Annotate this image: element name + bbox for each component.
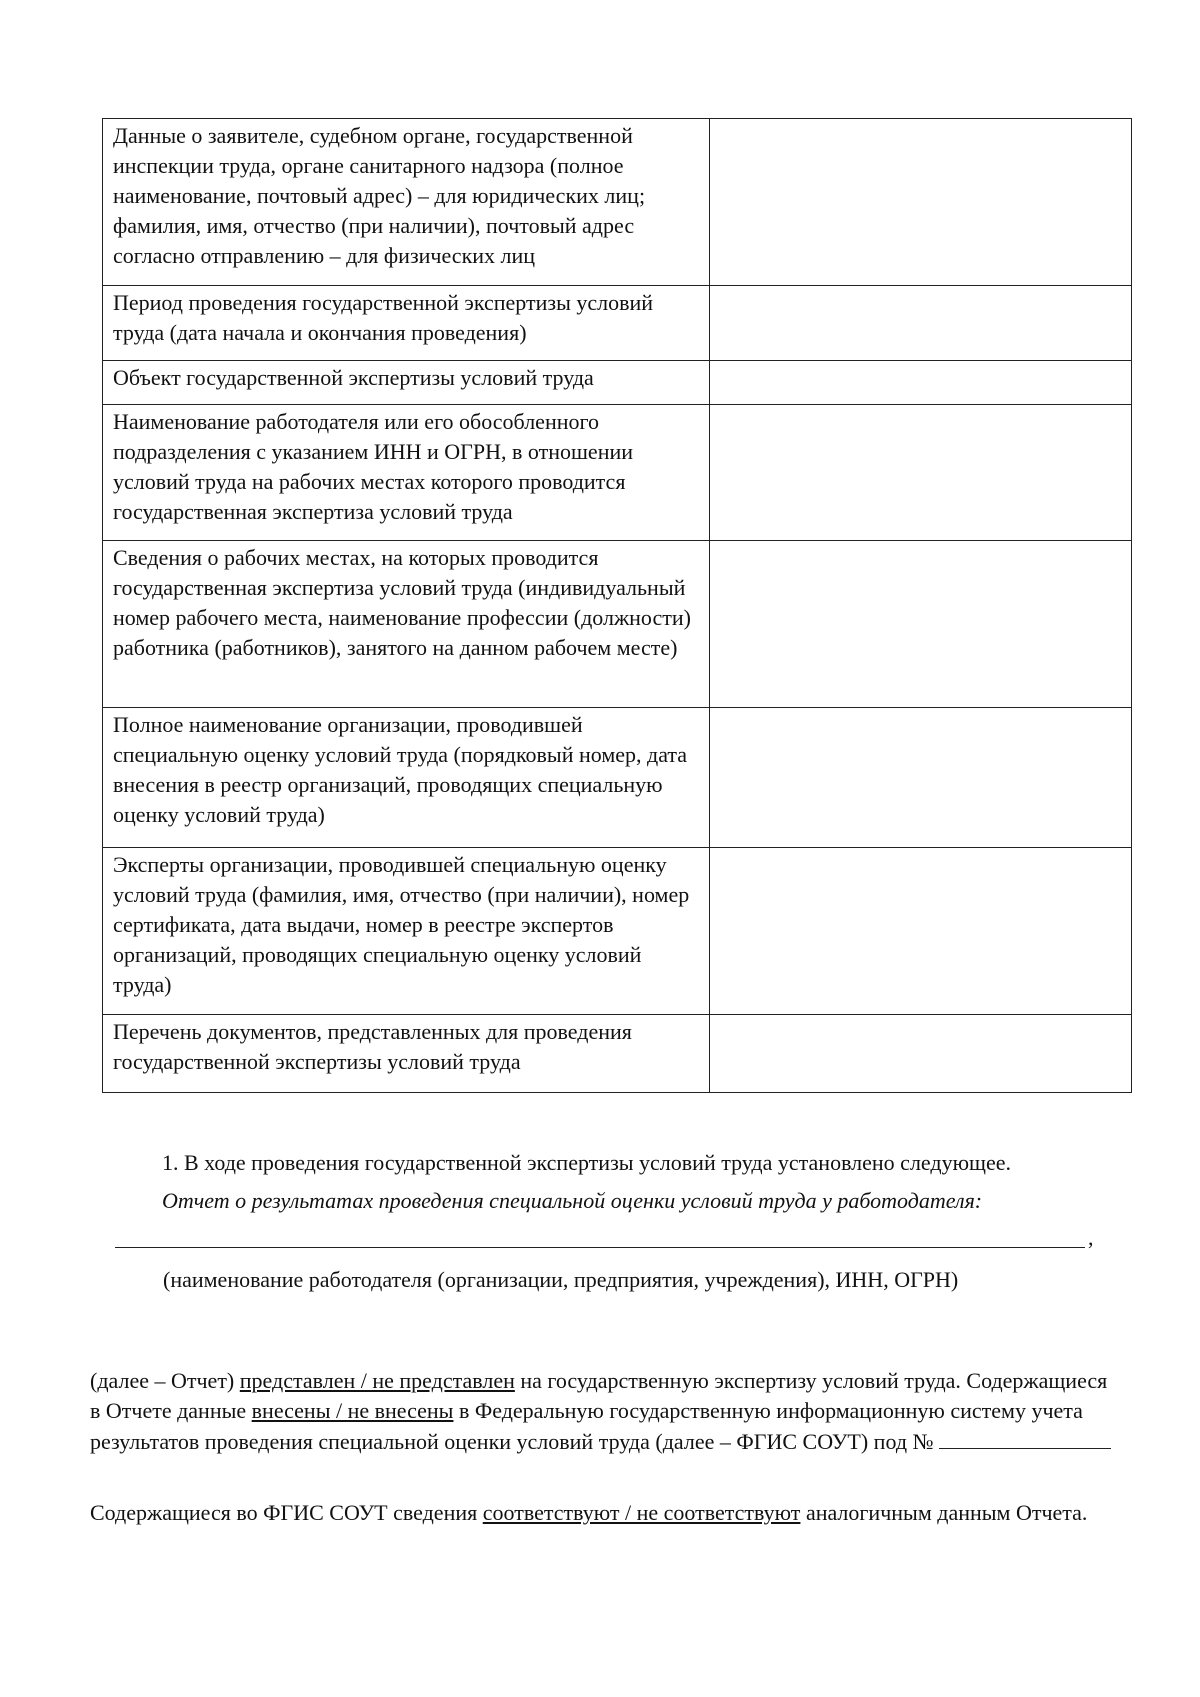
submitted-option[interactable]: представлен / не представлен	[239, 1368, 515, 1393]
fgis-compliance-paragraph	[90, 1498, 1140, 1528]
row-label: Сведения о рабочих местах, на которых проводится государственная экспертиза условий труда (индивидуальный номер рабочего места, наименование профессии (должности) работника (работников), занятого на данном рабочем месте)	[103, 541, 710, 708]
employer-name-blank[interactable]	[115, 1247, 1085, 1248]
expertise-data-table	[102, 118, 1132, 1093]
report-heading: Отчет о результатах проведения специальной оценки условий труда у работодателя:	[162, 1188, 983, 1213]
row-value-field[interactable]	[710, 286, 1132, 361]
row-label: Полное наименование организации, проводившей специальную оценку условий труда (порядковый номер, дата внесения в реестр организаций, проводящих специальную оценку условий труда)	[103, 708, 710, 848]
row-label: Объект государственной экспертизы условий труда	[103, 361, 710, 405]
text-span: аналогичным данным Отчета.	[800, 1500, 1088, 1525]
row-value-field[interactable]	[710, 541, 1132, 708]
section-1-text: 1. В ходе проведения государственной экспертизы условий труда установлено следующее.	[162, 1150, 1011, 1175]
row-label: Наименование работодателя или его обособленного подразделения с указанием ИНН и ОГРН, в отношении условий труда на рабочих местах которого проводится государственная экспертиза условий труда	[103, 405, 710, 541]
table-row	[103, 541, 1132, 708]
table-row	[103, 405, 1132, 541]
compliance-option[interactable]: соответствуют / не соответствуют	[482, 1500, 801, 1525]
registry-number-blank[interactable]	[939, 1426, 1111, 1449]
row-label: Период проведения государственной экспертизы условий труда (дата начала и окончания проведения)	[103, 286, 710, 361]
text-span: на государственную экспертизу условий труда. Содержащиеся в Отчете данные	[90, 1368, 1108, 1423]
table-row	[103, 361, 1132, 405]
table-row	[103, 119, 1132, 286]
line-comma: ,	[1088, 1225, 1094, 1250]
table-row	[103, 286, 1132, 361]
row-value-field[interactable]	[710, 848, 1132, 1015]
row-label: Данные о заявителе, судебном органе, государственной инспекции труда, органе санитарного надзора (полное наименование, почтовый адрес) – для юридических лиц; фамилия, имя, отчество (при наличии), почтовый адрес согласно отправлению – для физических лиц	[103, 119, 710, 286]
table-row	[103, 848, 1132, 1015]
row-value-field[interactable]	[710, 1015, 1132, 1093]
text-span: Содержащиеся во ФГИС СОУТ сведения	[90, 1500, 483, 1525]
text-span: (далее – Отчет)	[90, 1368, 240, 1393]
row-label: Эксперты организации, проводившей специальную оценку условий труда (фамилия, имя, отчество (при наличии), номер сертификата, дата выдачи, номер в реестре экспертов организаций, проводящих специальную оценку условий труда)	[103, 848, 710, 1015]
entered-option[interactable]: внесены / не внесены	[251, 1398, 454, 1423]
row-value-field[interactable]	[710, 119, 1132, 286]
row-label: Перечень документов, представленных для проведения государственной экспертизы условий труда	[103, 1015, 710, 1093]
row-value-field[interactable]	[710, 708, 1132, 848]
table-row	[103, 1015, 1132, 1093]
employer-name-caption: (наименование работодателя (организации, предприятия, учреждения), ИНН, ОГРН)	[163, 1267, 959, 1292]
text-span: в Федеральную государственную информационную систему учета результатов проведения специальной оценки условий труда (далее – ФГИС СОУТ) под №	[90, 1398, 1083, 1454]
table-row	[103, 708, 1132, 848]
row-value-field[interactable]	[710, 361, 1132, 405]
row-value-field[interactable]	[710, 405, 1132, 541]
report-status-paragraph	[90, 1366, 1120, 1457]
